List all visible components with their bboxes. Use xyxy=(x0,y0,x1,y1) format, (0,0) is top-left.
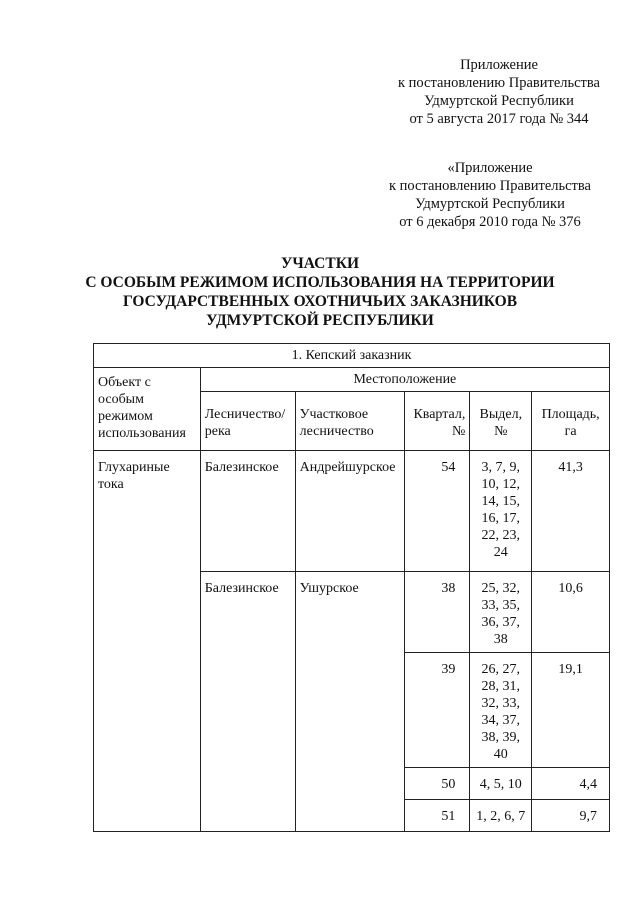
table-row xyxy=(94,451,610,572)
plot-line: 28, 31, xyxy=(481,679,521,694)
plot-line: 38, 39, xyxy=(481,730,521,745)
plot-cell xyxy=(470,451,532,572)
reserve-plots-table xyxy=(93,343,610,832)
plot-line: 25, 32, xyxy=(481,581,521,596)
header-plot: Выдел, № xyxy=(470,392,532,451)
plot-cell xyxy=(470,572,532,653)
area-cell: 19,1 xyxy=(532,653,610,768)
title-line: С ОСОБЫМ РЕЖИМОМ ИСПОЛЬЗОВАНИЯ НА ТЕРРИТОРИИ xyxy=(85,274,555,291)
district-cell: Ушурское xyxy=(295,572,405,832)
area-cell: 10,6 xyxy=(532,572,610,653)
appendix-line: «Приложение xyxy=(447,160,533,176)
plot-line: 38 xyxy=(493,632,508,647)
header-location: Местоположение xyxy=(200,368,609,392)
header-area: Площадь, га xyxy=(532,392,610,451)
plot-cell xyxy=(470,800,532,832)
section-title: 1. Кепский заказник xyxy=(94,344,610,368)
header-quarter: Квартал, № xyxy=(405,392,470,451)
area-cell: 41,3 xyxy=(532,451,610,572)
appendix-line: к постановлению Правительства xyxy=(389,178,591,194)
appendix-line: Удмуртской Республики xyxy=(424,93,574,109)
plot-line: 22, 23, xyxy=(481,528,521,543)
appendix-header-current xyxy=(384,56,614,128)
plot-line: 14, 15, xyxy=(481,494,521,509)
forestry-cell: Балезинское xyxy=(200,572,295,832)
document-title xyxy=(0,254,640,330)
plot-line: 1, 2, 6, 7 xyxy=(476,809,526,824)
appendix-line: от 5 августа 2017 года № 344 xyxy=(409,111,589,127)
area-cell: 9,7 xyxy=(532,800,610,832)
plot-line: 16, 17, xyxy=(481,511,521,526)
header-row xyxy=(94,368,610,392)
appendix-line: от 6 декабря 2010 года № 376 xyxy=(399,214,581,230)
area-cell: 4,4 xyxy=(532,768,610,800)
plot-line: 10, 12, xyxy=(481,477,521,492)
quarter-cell: 50 xyxy=(405,768,470,800)
plot-line: 36, 37, xyxy=(481,615,521,630)
object-cell: Глухариные тока xyxy=(94,451,201,832)
quarter-cell: 51 xyxy=(405,800,470,832)
plot-line: 40 xyxy=(493,747,508,762)
header-object: Объект с особым режимом использования xyxy=(94,368,201,451)
appendix-line: Удмуртской Республики xyxy=(415,196,565,212)
plot-line: 33, 35, xyxy=(481,598,521,613)
header-district: Участковое лесничество xyxy=(295,392,405,451)
section-row xyxy=(94,344,610,368)
title-line: УЧАСТКИ xyxy=(281,255,359,272)
quarter-cell: 54 xyxy=(405,451,470,572)
plot-line: 24 xyxy=(493,545,508,560)
plot-line: 3, 7, 9, xyxy=(481,460,521,475)
header-forestry: Лесничество/ река xyxy=(200,392,295,451)
forestry-cell: Балезинское xyxy=(200,451,295,572)
title-line: УДМУРТСКОЙ РЕСПУБЛИКИ xyxy=(206,312,434,329)
district-cell: Андрейшурское xyxy=(295,451,405,572)
quarter-cell: 39 xyxy=(405,653,470,768)
quarter-cell: 38 xyxy=(405,572,470,653)
appendix-header-original xyxy=(366,159,614,231)
appendix-line: Приложение xyxy=(460,57,538,73)
plot-line: 26, 27, xyxy=(481,662,521,677)
plot-line: 4, 5, 10 xyxy=(479,777,522,792)
plot-line: 34, 37, xyxy=(481,713,521,728)
plot-line: 32, 33, xyxy=(481,696,521,711)
plot-cell xyxy=(470,768,532,800)
title-line: ГОСУДАРСТВЕННЫХ ОХОТНИЧЬИХ ЗАКАЗНИКОВ xyxy=(122,293,518,310)
appendix-line: к постановлению Правительства xyxy=(398,75,600,91)
plot-cell xyxy=(470,653,532,768)
